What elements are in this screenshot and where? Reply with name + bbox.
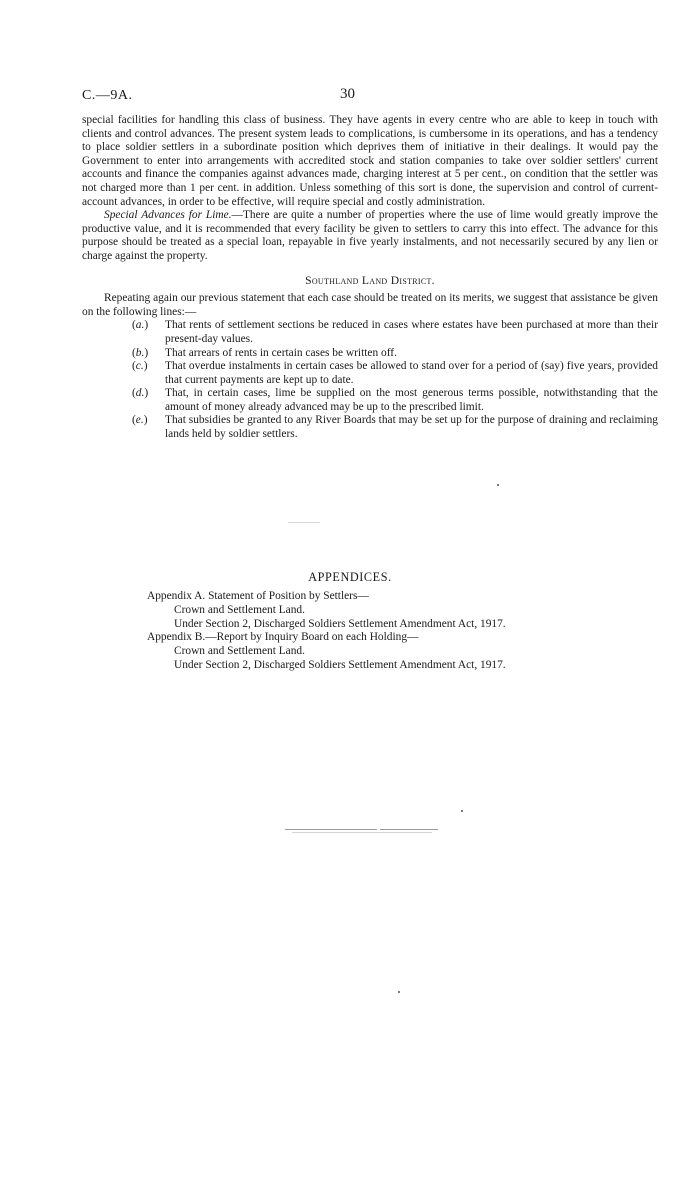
page-number: 30 [340,86,355,102]
appendix-b-sub-2: Under Section 2, Discharged Soldiers Settlement Amendment Act, 1917. [174,658,506,671]
speck-mark [497,484,499,486]
lime-advances-text: —There are quite a number of properties where the use of lime would greatly improve the productive value, and it is recommended that every facility be given to settlers to carry this into effect. The advance for this purpose should be treated as a special loan, repayable in five yearly instalments, and not necessarily secured by any lien or charge against the property. [82,209,658,262]
list-item-text: That subsidies be granted to any River Boards that may be set up for the purpose of draining and reclaiming lands held by soldier settlers. [165,414,658,441]
southland-intro: Repeating again our previous statement that each case should be treated on its merits, we suggest that assistance be given on the following lines:— [82,292,658,318]
end-rule [285,829,377,830]
list-item-label: (d.) [132,387,149,400]
section-divider [288,522,320,523]
list-item-label: (e.) [132,414,148,427]
speck-mark [398,991,400,993]
list-item-label: (b.) [132,346,149,359]
appendix-a-sub-1: Crown and Settlement Land. [174,603,305,616]
list-item [132,319,658,346]
paragraph-current-accounts: special facilities for handling this class of business. They have agents in every centre who are able to keep in touch with clients and control advances. The present system leads to complications, is cumbersome in its operations, and has a tendency to place soldier settlers in a subordinate position which deprives them of initiative in their dealings. It would pay the Government to enter into arrangements with accredited stock and station companies to take over soldier settlers' current accounts and finance the companies against advances made, charging interest at 5 per cent., on condition that the settler was not charged more than 1 per cent. in addition. Unless something of this sort is done, the supervision and control of current-account advances, in order to be effective, will require special and costly administration. [82,114,658,208]
list-item-label: (a.) [132,319,149,332]
appendix-a-line: Appendix A. Statement of Position by Settlers— [147,590,369,602]
list-item-text: That, in certain cases, lime be supplied on the most generous terms possible, notwithstanding that the amount of money already advanced may be up to the prescribed limit. [165,387,658,413]
list-item [132,360,658,387]
list-item-text: That overdue instalments in certain cases be allowed to stand over for a period of (say) five years, provided that current payments are kept up to date. [165,360,658,386]
appendices-title: APPENDICES. [308,570,392,584]
lime-advances-title: Special Advances for Lime. [104,209,232,222]
appendix-a-sub-2: Under Section 2, Discharged Soldiers Settlement Amendment Act, 1917. [174,617,506,630]
list-item [132,414,658,441]
list-item-text: That rents of settlement sections be reduced in cases where estates have been purchased at more than their present-day values. [165,319,658,345]
appendices-list [147,590,617,673]
paragraph-lime-advances [82,209,658,263]
list-item-label: (c.) [132,360,148,373]
end-rule [380,829,438,830]
list-item [132,387,658,414]
document-reference: C.—9A. [82,88,133,103]
body-text [82,114,658,442]
recommendation-list [82,319,658,441]
section-heading-southland: Southland Land District. [305,273,435,287]
appendix-b-line: Appendix B.—Report by Inquiry Board on each Holding— [147,631,419,644]
list-item-text: That arrears of rents in certain cases be written off. [165,346,397,359]
speck-mark [461,810,463,812]
list-item [132,347,658,361]
appendix-b-sub-1: Crown and Settlement Land. [174,645,305,658]
end-rule-shadow [292,832,432,833]
